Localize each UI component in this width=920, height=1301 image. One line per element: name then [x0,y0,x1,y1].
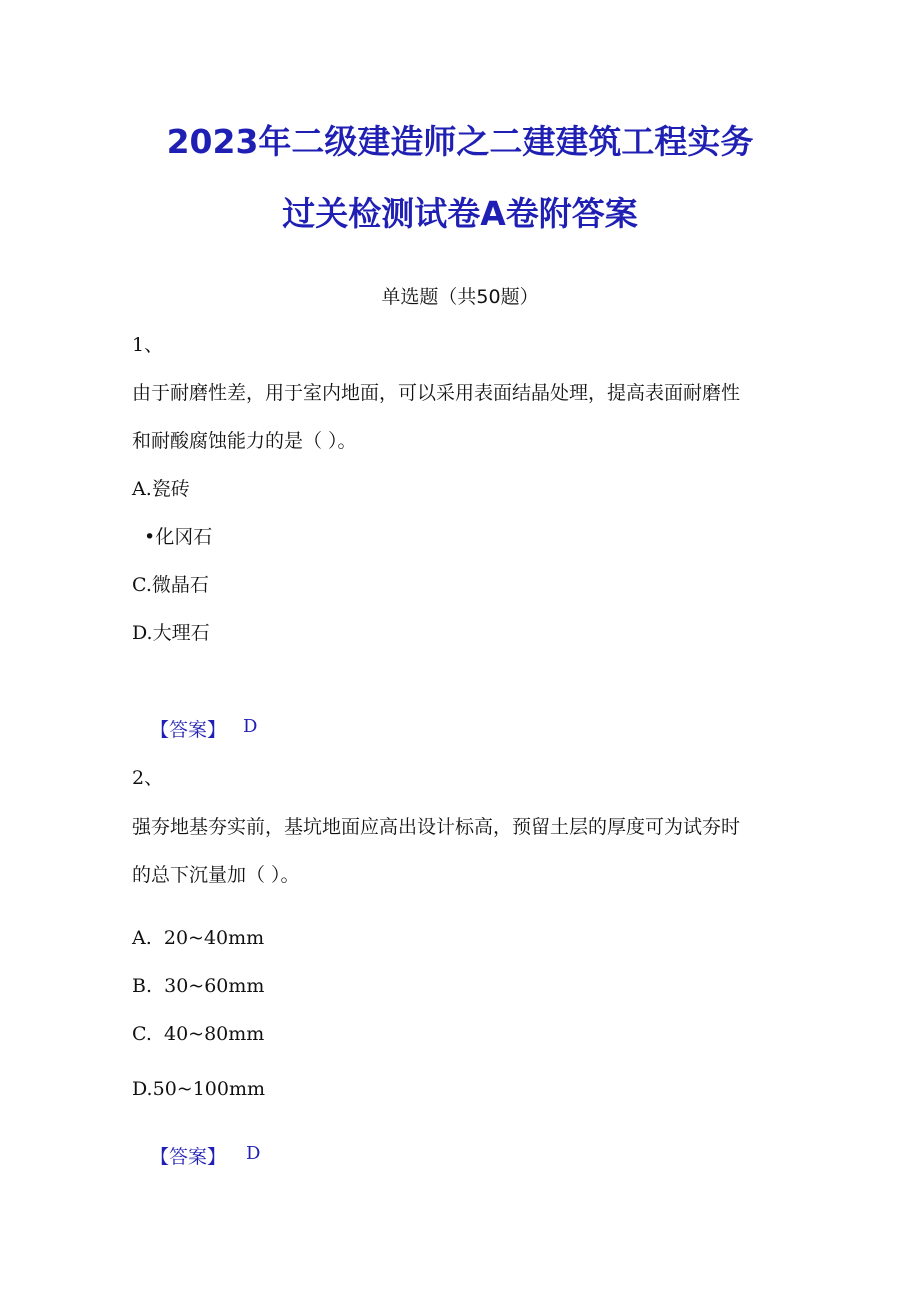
option-text: 瓷砖 [151,478,190,500]
question-1-answer-value: D [243,716,258,737]
option-text: 50~100mm [152,1078,266,1100]
option-prefix: A. [132,927,152,949]
question-2-option-d [132,1078,265,1100]
option-text: 30~60mm [164,975,265,997]
option-prefix: A. [132,478,152,500]
question-2-text-line-1: 强夯地基夯实前，基坑地面应高出设计标高，预留土层的厚度可为试夯时 [132,816,741,838]
question-2-option-b [132,975,264,997]
option-prefix: • [144,526,156,548]
option-prefix: D. [132,622,153,644]
question-1-answer-label: 【答案】 [150,719,227,741]
question-1-option-b [144,522,212,549]
question-2-answer-label: 【答案】 [150,1146,227,1168]
question-1-text-line-1: 由于耐磨性差，用于室内地面，可以采用表面结晶处理，提高表面耐磨性 [132,382,741,404]
option-prefix: B. [132,975,153,997]
option-text: 20~40mm [163,927,265,949]
question-2-text-line-2: 的总下沉量加（ ）。 [132,864,300,886]
option-text: 大理石 [152,622,210,644]
option-prefix: C. [132,1023,152,1045]
question-2-number: 2、 [132,767,164,789]
question-1-option-c [132,570,209,597]
option-prefix: C. [132,574,152,596]
option-text: 40~80mm [164,1023,265,1045]
document-title-line-1: 2023年二级建造师之二建建筑工程实务 [166,122,754,161]
question-1-number: 1、 [132,334,164,356]
question-1-text-line-2: 和耐酸腐蚀能力的是（ ）。 [132,430,357,452]
document-title-line-2: 过关检测试卷A卷附答案 [282,194,638,233]
option-text: 微晶石 [151,574,209,596]
option-prefix: D. [132,1078,153,1100]
question-2-option-c [132,1023,264,1045]
section-heading: 单选题（共50题） [381,286,539,308]
option-text: 化冈石 [155,526,213,548]
question-1-option-d [132,618,210,645]
question-1-option-a [132,474,190,501]
question-2-option-a [132,927,264,949]
question-2-answer-value: D [246,1143,261,1164]
